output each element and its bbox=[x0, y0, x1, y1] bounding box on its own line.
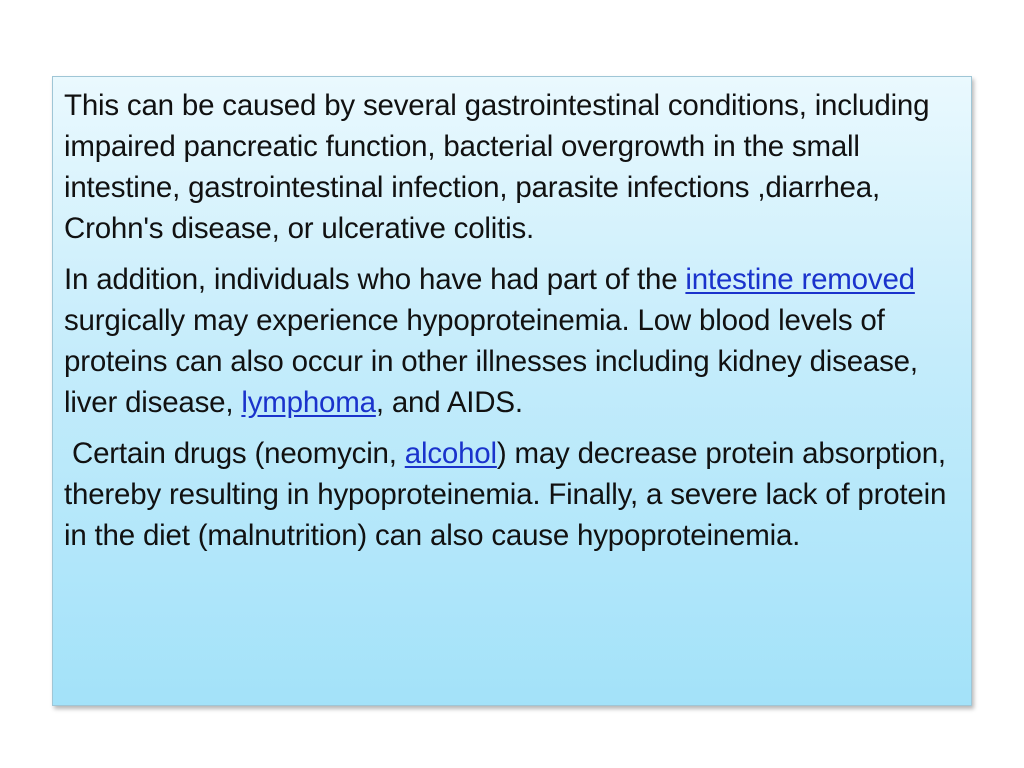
paragraph-text: surgically may experience hypoproteinemia. Low blood levels of proteins can also occur in other illnesses including kidney disease, liver disease, bbox=[64, 263, 926, 419]
paragraph-text: Certain drugs (neomycin, bbox=[64, 437, 405, 470]
paragraph-drugs bbox=[64, 433, 967, 556]
paragraph-text: , and AIDS. bbox=[375, 386, 523, 419]
content-text-box bbox=[52, 76, 972, 706]
paragraph-additional-causes bbox=[64, 259, 967, 423]
alcohol-link[interactable]: alcohol bbox=[404, 437, 497, 470]
intestine-removed-link[interactable]: intestine removed bbox=[685, 263, 915, 296]
paragraph-text: ) may decrease protein absorption, thereby resulting in hypoproteinemia. Finally, a severe lack of protein in the diet (malnutrition) can also cause hypoproteinemia. bbox=[64, 437, 955, 552]
paragraph-text: In addition, individuals who have had part of the bbox=[64, 263, 686, 296]
lymphoma-link[interactable]: lymphoma bbox=[241, 386, 376, 419]
paragraph-causes bbox=[64, 85, 967, 249]
paragraph-text: This can be caused by several gastrointestinal conditions, including impaired pancreatic function, bacterial overgrowth in the small intestine, gastrointestinal infection, parasite infections ,diarrhea, Crohn's disease, or ulcerative colitis. bbox=[64, 89, 938, 245]
